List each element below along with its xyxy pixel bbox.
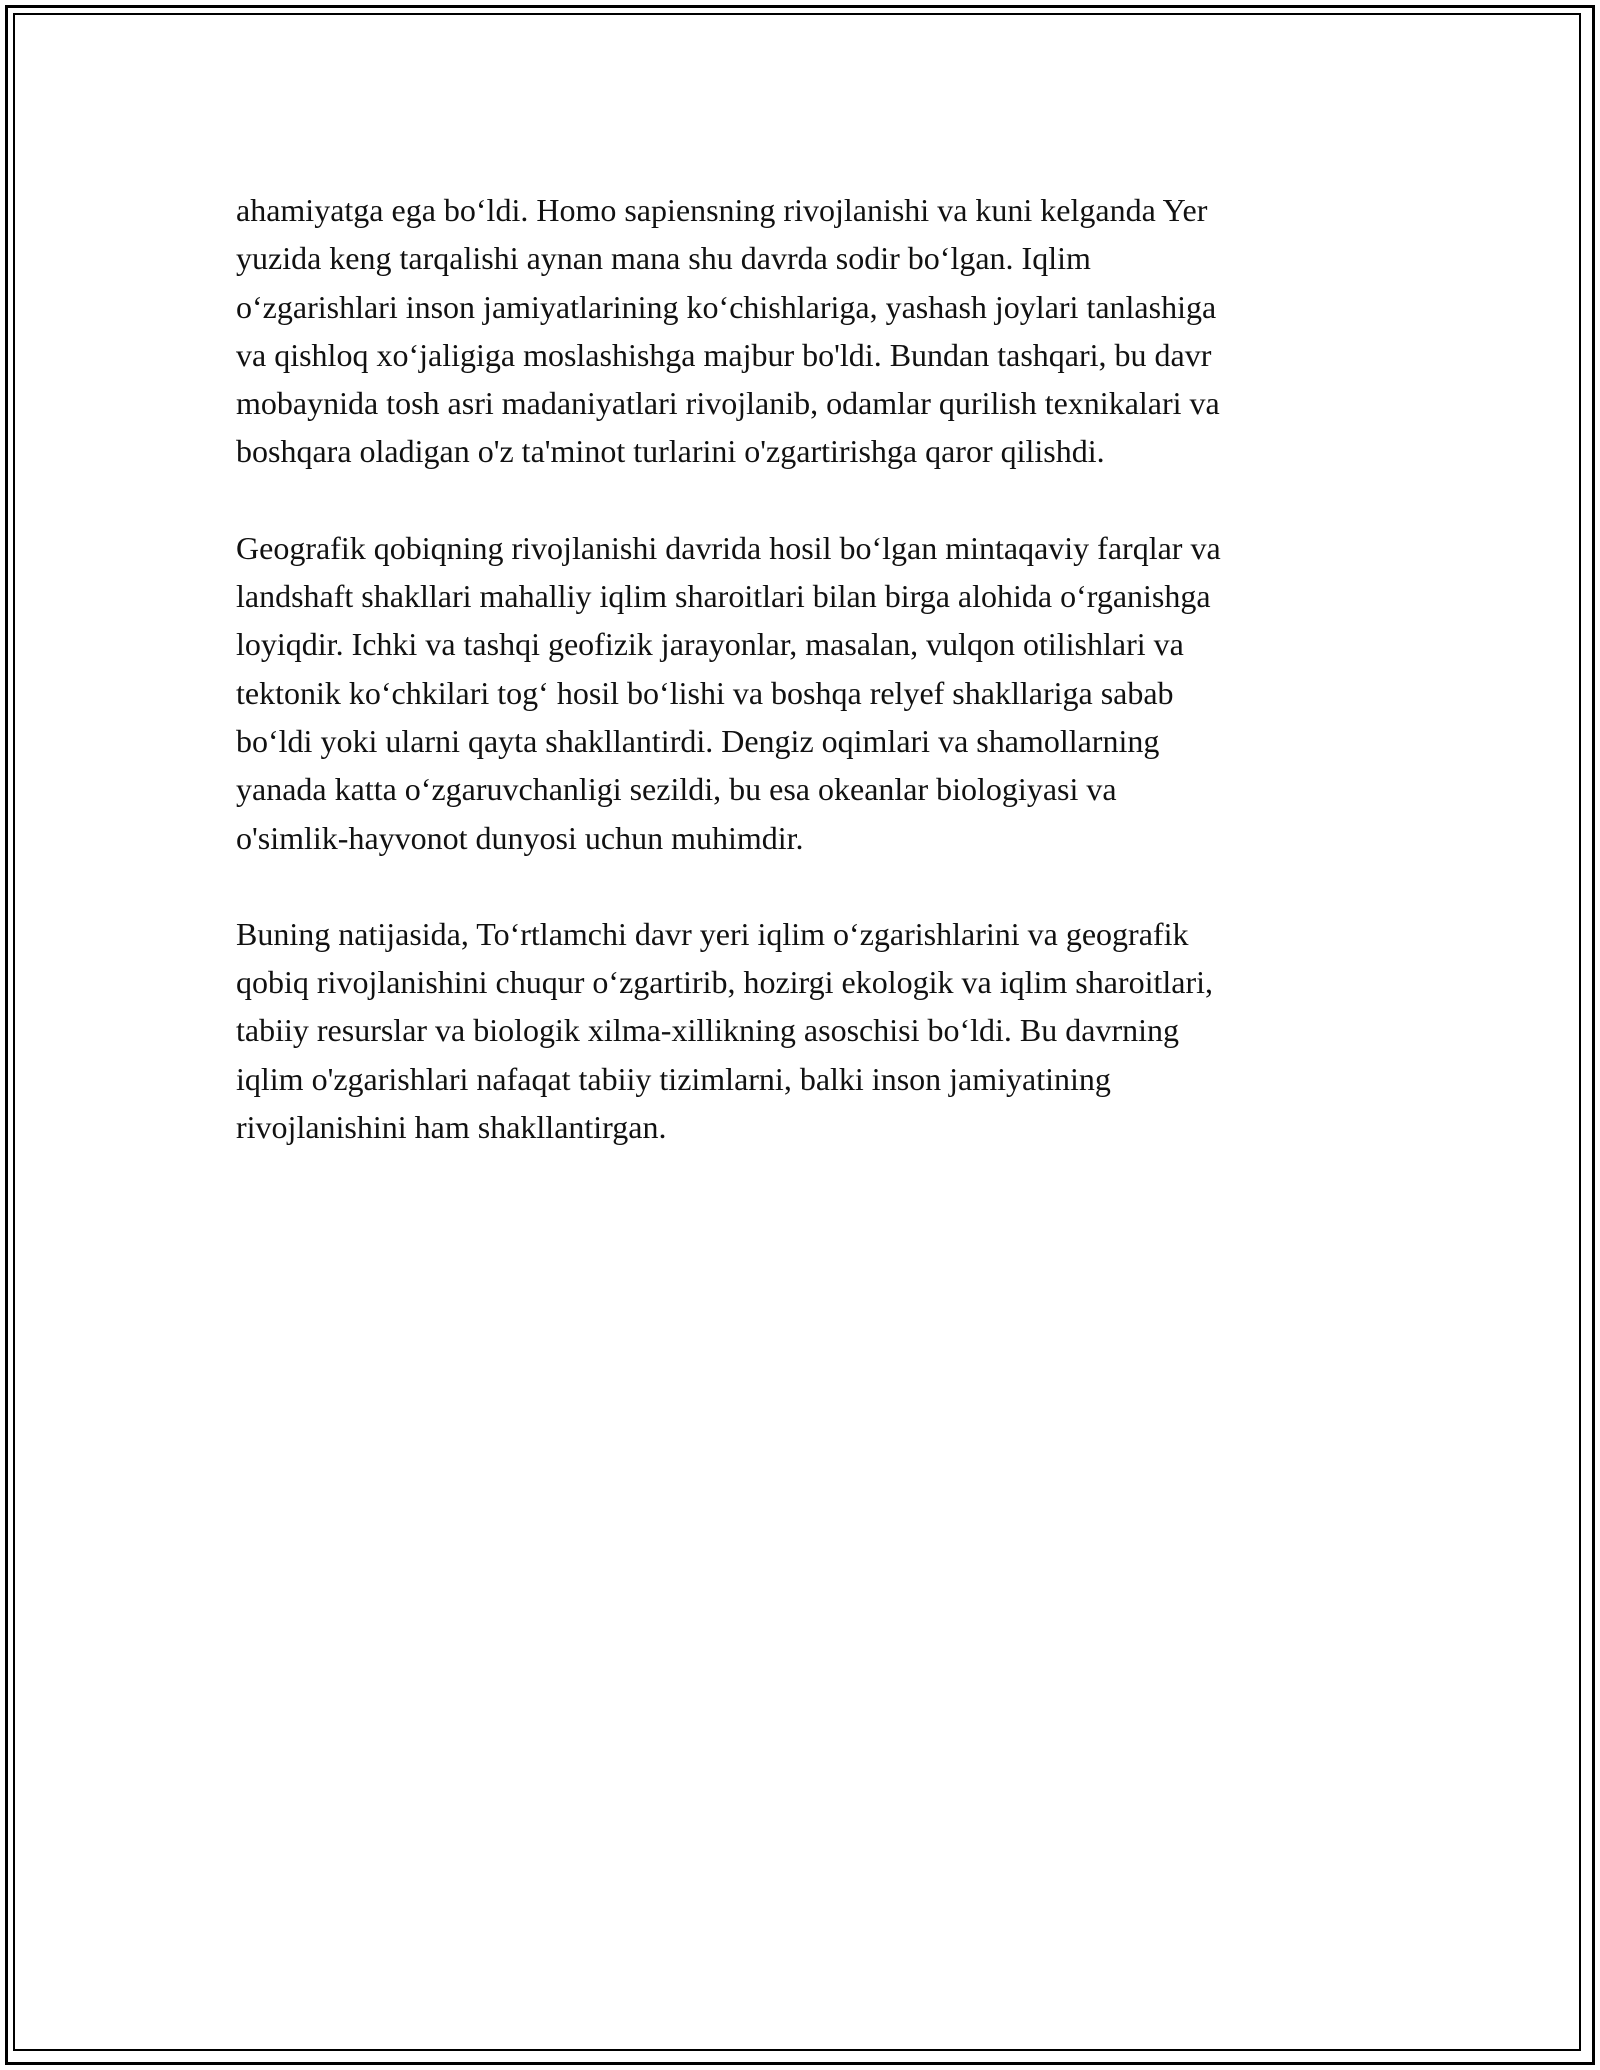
- text-line: mobaynida tosh asri madaniyatlari rivojlanib, odamlar qurilish texnikalari va: [236, 385, 1220, 422]
- text-line: o'simlik-hayvonot dunyosi uchun muhimdir.: [236, 819, 804, 856]
- text-line: va qishloq xo‘jaligiga moslashishga majbur bo'ldi. Bundan tashqari, bu davr: [236, 336, 1212, 373]
- paragraph-1: [236, 186, 1366, 476]
- text-line: bo‘ldi yoki ularni qayta shakllantirdi. Dengiz oqimlari va shamollarning: [236, 722, 1160, 759]
- text-line: tektonik ko‘chkilari tog‘ hosil bo‘lishi va boshqa relyef shakllariga sabab: [236, 674, 1174, 711]
- text-line: iqlim o'zgarishlari nafaqat tabiiy tizimlarni, balki inson jamiyatining: [236, 1060, 1111, 1097]
- text-line: Geografik qobiqning rivojlanishi davrida hosil bo‘lgan mintaqaviy farqlar va: [236, 529, 1221, 566]
- text-line: yanada katta o‘zgaruvchanligi sezildi, bu esa okeanlar biologiyasi va: [236, 771, 1117, 808]
- text-line: ahamiyatga ega bo‘ldi. Homo sapiensning rivojlanishi va kuni kelganda Yer: [236, 192, 1208, 228]
- text-line: yuzida keng tarqalishi aynan mana shu davrda sodir bo‘lgan. Iqlim: [236, 240, 1091, 277]
- text-line: landshaft shakllari mahalliy iqlim sharoitlari bilan birga alohida o‘rganishga: [236, 578, 1211, 615]
- text-line: tabiiy resurslar va biologik xilma-xillikning asoschisi bo‘ldi. Bu davrning: [236, 1012, 1179, 1049]
- text-line: loyiqdir. Ichki va tashqi geofizik jarayonlar, masalan, vulqon otilishlari va: [236, 626, 1184, 663]
- paragraph-3: [236, 910, 1366, 1151]
- text-line: Buning natijasida, To‘rtlamchi davr yeri iqlim o‘zgarishlarini va geografik: [236, 915, 1189, 952]
- document-body: [236, 186, 1366, 1199]
- text-line: boshqara oladigan o'z ta'minot turlarini o'zgartirishga qaror qilishdi.: [236, 433, 1105, 470]
- paragraph-2: [236, 524, 1366, 862]
- text-line: rivojlanishini ham shakllantirgan.: [236, 1109, 667, 1146]
- text-line: qobiq rivojlanishini chuqur o‘zgartirib, hozirgi ekologik va iqlim sharoitlari,: [236, 964, 1213, 1001]
- text-line: o‘zgarishlari inson jamiyatlarining ko‘chishlariga, yashash joylari tanlashiga: [236, 288, 1217, 325]
